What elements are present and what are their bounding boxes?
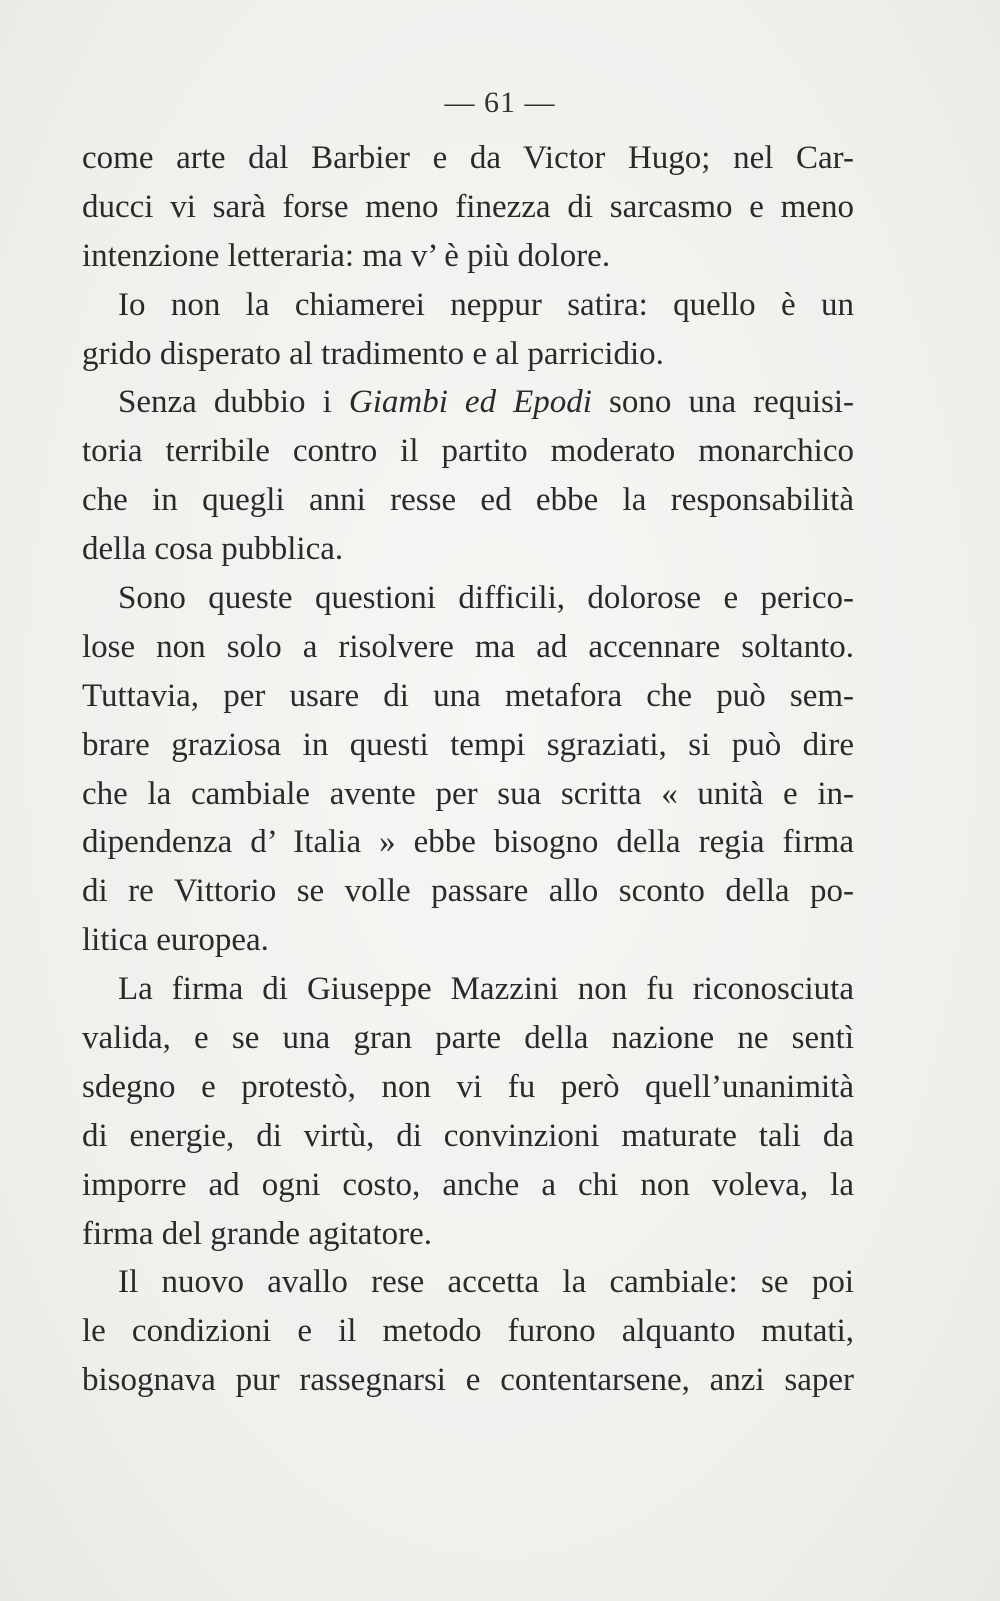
- text-line: lose non solo a risolvere ma ad accennare soltanto.: [82, 628, 854, 665]
- text-segment: sono una requisi-: [591, 384, 854, 421]
- text-line: Tuttavia, per usare di una metafora che può sem-: [82, 677, 854, 714]
- text-line: che in quegli anni resse ed ebbe la responsabilità: [82, 482, 854, 519]
- text-line: come arte dal Barbier e da Victor Hugo; nel Car-: [82, 140, 854, 176]
- text-line: litica europea.: [82, 922, 269, 959]
- text-line: ducci vi sarà forse meno finezza di sarcasmo e meno: [82, 188, 854, 225]
- text-line: Sono queste questioni difficili, dolorose e perico-: [118, 580, 854, 617]
- text-line: di energie, di virtù, di convinzioni maturate tali da: [82, 1117, 854, 1154]
- text-line: che la cambiale avente per sua scritta « unità e in-: [82, 775, 854, 812]
- text-line: [82, 378, 854, 427]
- page-number: — 61 —: [444, 86, 556, 119]
- text-line: valida, e se una gran parte della nazione ne sentì: [82, 1020, 854, 1057]
- text-line: di re Vittorio se volle passare allo sconto della po-: [82, 873, 854, 910]
- book-title: Giambi ed Epodi: [348, 384, 592, 421]
- text-line: intenzione letteraria: ma v’ è più dolore.: [82, 237, 611, 274]
- text-line: firma del grande agitatore.: [82, 1215, 432, 1252]
- text-line: sdegno e protestò, non vi fu però quell’unanimità: [82, 1068, 854, 1105]
- text-line: le condizioni e il metodo furono alquanto mutati,: [82, 1313, 854, 1350]
- text-segment: Senza dubbio i: [118, 384, 349, 421]
- text-line: bisognava pur rassegnarsi e contentarsene, anzi saper: [82, 1362, 854, 1399]
- text-line: dipendenza d’ Italia » ebbe bisogno della regia firma: [82, 824, 854, 861]
- text-line: imporre ad ogni costo, anche a chi non voleva, la: [82, 1166, 854, 1203]
- text-line: brare graziosa in questi tempi sgraziati, si può dire: [82, 726, 854, 763]
- text-line: toria terribile contro il partito moderato monarchico: [82, 433, 854, 470]
- text-line: La firma di Giuseppe Mazzini non fu riconosciuta: [118, 971, 854, 1008]
- text-line: Io non la chiamerei neppur satira: quello è un: [118, 286, 854, 323]
- body-text: [82, 134, 854, 1405]
- text-line: della cosa pubblica.: [82, 531, 344, 568]
- text-line: grido disperato al tradimento e al parricidio.: [82, 335, 664, 372]
- text-line: Il nuovo avallo rese accetta la cambiale: se poi: [118, 1264, 854, 1301]
